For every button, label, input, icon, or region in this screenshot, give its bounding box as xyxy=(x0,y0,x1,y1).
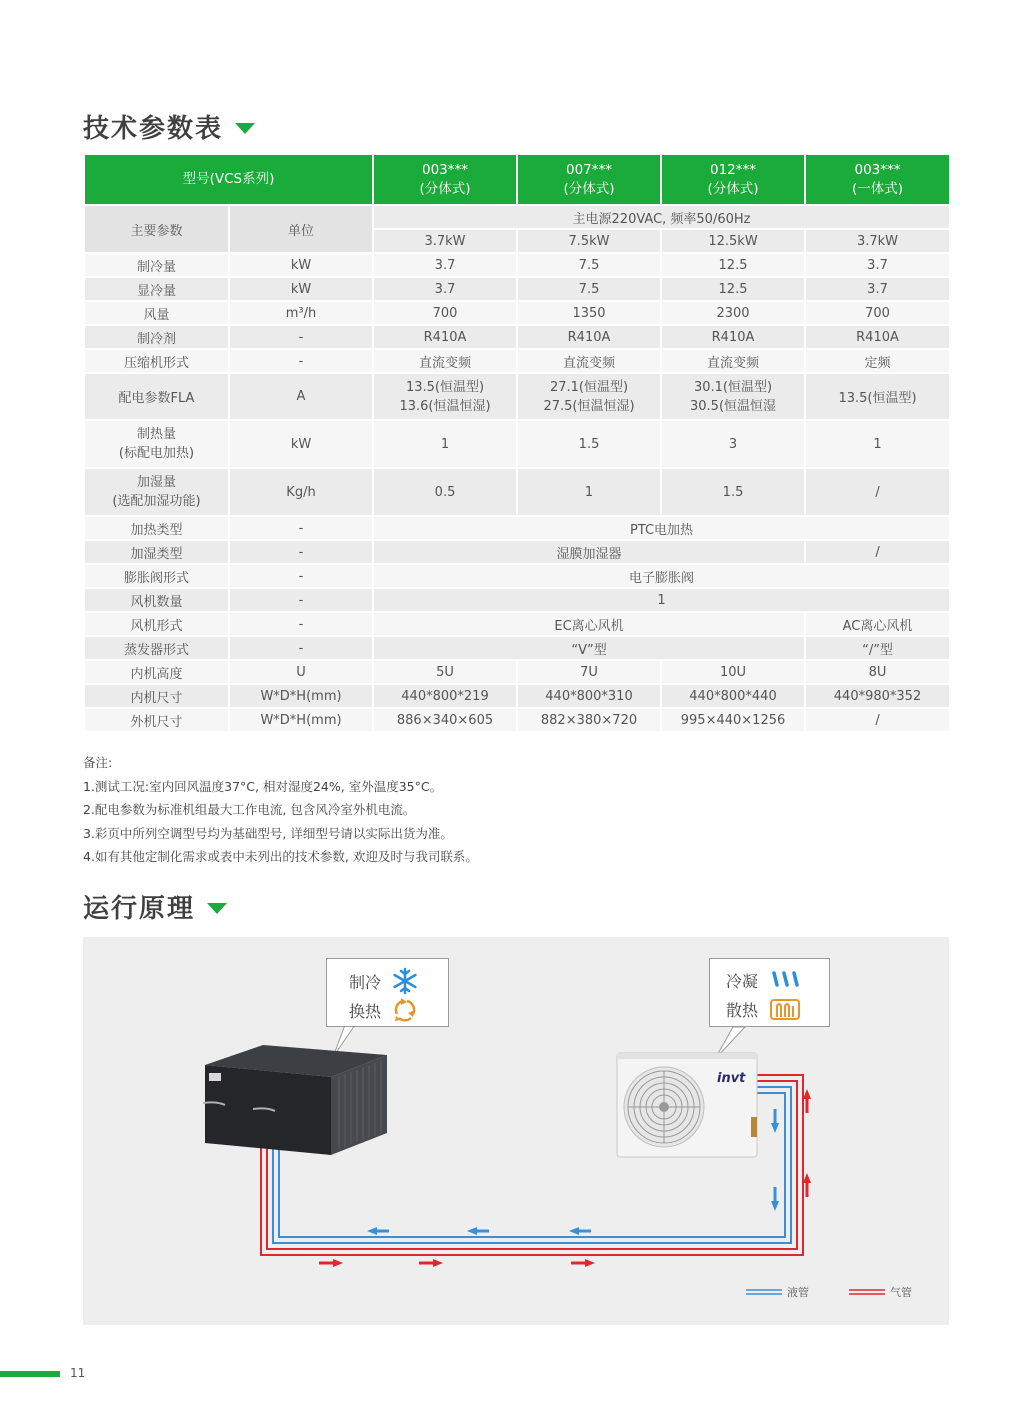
model-header: 型号(VCS系列) xyxy=(85,155,372,204)
row-label: 制冷剂 xyxy=(85,326,228,348)
recycle-icon xyxy=(391,997,419,1023)
cell: 10U xyxy=(662,661,804,683)
cell: “V”型 xyxy=(374,637,804,659)
row-label: 外机尺寸 xyxy=(85,709,228,731)
triangle-down-icon xyxy=(207,903,227,914)
heat-dissipation-label: 散热 xyxy=(726,1000,759,1020)
row-label: 加湿类型 xyxy=(85,541,228,563)
arrow-left-icon xyxy=(367,1227,377,1235)
arrow-right-icon xyxy=(333,1259,343,1267)
table-row xyxy=(85,565,949,587)
cell: 1350 xyxy=(518,302,660,324)
legend-liquid-label: 液管 xyxy=(787,1286,809,1299)
notes-title: 备注: xyxy=(83,755,113,770)
table-row xyxy=(85,709,949,731)
cell: 7.5 xyxy=(518,278,660,300)
cell: 7.5 xyxy=(518,254,660,276)
table-row xyxy=(85,254,949,276)
cell: 3.7 xyxy=(806,278,949,300)
cell: 直流变频 xyxy=(662,350,804,372)
row-label: 制冷量 xyxy=(85,254,228,276)
spec-table xyxy=(83,153,951,733)
cell: 882×380×720 xyxy=(518,709,660,731)
cell: 440*980*352 xyxy=(806,685,949,707)
cell: “/”型 xyxy=(806,637,949,659)
cell: 440*800*440 xyxy=(662,685,804,707)
row-unit: W*D*H(mm) xyxy=(230,685,372,707)
table-row xyxy=(85,206,949,228)
table-row xyxy=(85,469,949,515)
model-col-3: 012*** (分体式) xyxy=(662,155,804,204)
section-title-specs xyxy=(83,108,255,145)
cell: 13.5(恒温型) xyxy=(806,374,949,419)
cell: 定频 xyxy=(806,350,949,372)
cell: 30.1(恒温型) 30.5(恒温恒湿 xyxy=(662,374,804,419)
arrow-shaft xyxy=(571,1262,585,1265)
arrow-shaft xyxy=(319,1262,333,1265)
row-unit: kW xyxy=(230,278,372,300)
model-col-2: 007*** (分体式) xyxy=(518,155,660,204)
legend-liquid xyxy=(746,1284,809,1300)
indoor-callout xyxy=(326,958,449,1027)
section-title-principle-text: 运行原理 xyxy=(83,894,196,924)
table-row xyxy=(85,421,949,467)
cool-air-icon xyxy=(768,970,802,992)
cell: 8U xyxy=(806,661,949,683)
note-item: 4.如有其他定制化需求或表中未列出的技术参数, 欢迎及时与我司联系。 xyxy=(83,849,478,864)
table-row xyxy=(85,302,949,324)
heat-exchange-label: 换热 xyxy=(349,1001,382,1021)
table-row xyxy=(85,541,949,563)
cell: / xyxy=(806,541,949,563)
cell: 12.5 xyxy=(662,278,804,300)
row-label: 风量 xyxy=(85,302,228,324)
arrow-right-icon xyxy=(585,1259,595,1267)
note-item: 1.测试工况:室内回风温度37°C, 相对湿度24%, 室外温度35°C。 xyxy=(83,778,443,794)
cell: 0.5 xyxy=(374,469,516,515)
cell: 直流变频 xyxy=(374,350,516,372)
legend-gas xyxy=(849,1284,912,1300)
cell: 3.7 xyxy=(374,278,516,300)
outdoor-callout xyxy=(709,958,830,1027)
cell: 3 xyxy=(662,421,804,467)
arrow-left-icon xyxy=(467,1227,477,1235)
cell: R410A xyxy=(518,326,660,348)
table-row xyxy=(85,326,949,348)
cell: 700 xyxy=(374,302,516,324)
arrow-up-icon xyxy=(803,1089,811,1099)
capacity-4: 3.7kW xyxy=(806,230,949,252)
row-unit: kW xyxy=(230,421,372,467)
arrow-shaft xyxy=(774,1187,777,1201)
row-unit: - xyxy=(230,326,372,348)
cell: 5U xyxy=(374,661,516,683)
power-supply: 主电源220VAC, 频率50/60Hz xyxy=(374,206,949,228)
arrow-left-icon xyxy=(569,1227,579,1235)
capacity-3: 12.5kW xyxy=(662,230,804,252)
model-col-4: 003*** (一体式) xyxy=(806,155,949,204)
capacity-1: 3.7kW xyxy=(374,230,516,252)
row-unit: - xyxy=(230,541,372,563)
cell: / xyxy=(806,469,949,515)
section-title-principle xyxy=(83,888,227,925)
row-unit: - xyxy=(230,637,372,659)
row-unit: W*D*H(mm) xyxy=(230,709,372,731)
table-row xyxy=(85,589,949,611)
arrow-shaft xyxy=(477,1230,489,1233)
table-row xyxy=(85,637,949,659)
notes xyxy=(83,751,478,869)
cell: R410A xyxy=(374,326,516,348)
row-label: 内机尺寸 xyxy=(85,685,228,707)
arrow-up-icon xyxy=(803,1173,811,1183)
cell: 700 xyxy=(806,302,949,324)
arrow-right-icon xyxy=(433,1259,443,1267)
model-col-1: 003*** (分体式) xyxy=(374,155,516,204)
row-unit: - xyxy=(230,589,372,611)
row-label: 风机形式 xyxy=(85,613,228,635)
page-number: 11 xyxy=(70,1366,86,1380)
triangle-down-icon xyxy=(235,123,255,134)
cell: 886×340×605 xyxy=(374,709,516,731)
arrow-shaft xyxy=(377,1230,389,1233)
row-label: 内机高度 xyxy=(85,661,228,683)
cell: 7U xyxy=(518,661,660,683)
row-label: 蒸发器形式 xyxy=(85,637,228,659)
cell: 电子膨胀阀 xyxy=(374,565,949,587)
cell: 1 xyxy=(374,421,516,467)
cell: 27.1(恒温型) 27.5(恒温恒湿) xyxy=(518,374,660,419)
table-row xyxy=(85,685,949,707)
arrow-shaft xyxy=(419,1262,433,1265)
table-row xyxy=(85,374,949,419)
cell: 1 xyxy=(806,421,949,467)
table-row xyxy=(85,350,949,372)
section-title-specs-text: 技术参数表 xyxy=(83,114,224,144)
row-unit: A xyxy=(230,374,372,419)
row-label: 制热量 (标配电加热) xyxy=(85,421,228,467)
cell: 湿膜加湿器 xyxy=(374,541,804,563)
row-unit: U xyxy=(230,661,372,683)
row-unit: m³/h xyxy=(230,302,372,324)
row-label: 配电参数FLA xyxy=(85,374,228,419)
row-label: 压缩机形式 xyxy=(85,350,228,372)
radiator-icon xyxy=(768,997,802,1021)
condense-label: 冷凝 xyxy=(726,972,759,991)
row-unit: Kg/h xyxy=(230,469,372,515)
row-label: 风机数量 xyxy=(85,589,228,611)
row-unit: kW xyxy=(230,254,372,276)
arrow-shaft xyxy=(806,1099,809,1113)
row-unit: - xyxy=(230,517,372,539)
arrow-shaft xyxy=(774,1109,777,1123)
cell: / xyxy=(806,709,949,731)
cell: 直流变频 xyxy=(518,350,660,372)
cell: 440*800*310 xyxy=(518,685,660,707)
brand-logo: invt xyxy=(717,1071,746,1086)
cell: 440*800*219 xyxy=(374,685,516,707)
cell: R410A xyxy=(806,326,949,348)
cell: 995×440×1256 xyxy=(662,709,804,731)
indoor-unit-illustration xyxy=(203,1045,387,1155)
arrow-down-icon xyxy=(771,1201,779,1211)
cell: 12.5 xyxy=(662,254,804,276)
cell: 13.5(恒温型) 13.6(恒温恒湿) xyxy=(374,374,516,419)
row-unit: - xyxy=(230,565,372,587)
snowflake-icon xyxy=(391,967,419,995)
cell: EC离心风机 xyxy=(374,613,804,635)
note-item: 3.彩页中所列空调型号均为基础型号, 详细型号请以实际出货为准。 xyxy=(83,825,453,841)
cell: PTC电加热 xyxy=(374,517,949,539)
cell: R410A xyxy=(662,326,804,348)
cell: 1 xyxy=(518,469,660,515)
row-label: 加湿量 (选配加湿功能) xyxy=(85,469,228,515)
footer-accent-bar xyxy=(0,1371,60,1377)
row-label: 显冷量 xyxy=(85,278,228,300)
legend-gas-label: 气管 xyxy=(890,1286,912,1299)
cell: AC离心风机 xyxy=(806,613,949,635)
cell: 3.7 xyxy=(806,254,949,276)
table-row xyxy=(85,517,949,539)
arrow-shaft xyxy=(806,1183,809,1197)
unit-label: 单位 xyxy=(230,206,372,252)
outdoor-unit-illustration xyxy=(617,1053,757,1157)
cell: 2300 xyxy=(662,302,804,324)
principle-diagram xyxy=(83,937,949,1325)
arrow-down-icon xyxy=(771,1123,779,1133)
capacity-2: 7.5kW xyxy=(518,230,660,252)
table-row xyxy=(85,278,949,300)
row-unit: - xyxy=(230,350,372,372)
cell: 1.5 xyxy=(518,421,660,467)
gas-line-swatch xyxy=(849,1288,885,1296)
liquid-line-swatch xyxy=(746,1288,782,1296)
cell: 3.7 xyxy=(374,254,516,276)
row-label: 膨胀阀形式 xyxy=(85,565,228,587)
table-header-row xyxy=(85,155,949,204)
cooling-label: 制冷 xyxy=(349,972,382,992)
table-row xyxy=(85,661,949,683)
cell: 1.5 xyxy=(662,469,804,515)
table-row xyxy=(85,613,949,635)
cell: 1 xyxy=(374,589,949,611)
note-item: 2.配电参数为标准机组最大工作电流, 包含风冷室外机电流。 xyxy=(83,802,416,817)
row-label: 加热类型 xyxy=(85,517,228,539)
main-param-label: 主要参数 xyxy=(85,206,228,252)
arrow-shaft xyxy=(579,1230,591,1233)
row-unit: - xyxy=(230,613,372,635)
